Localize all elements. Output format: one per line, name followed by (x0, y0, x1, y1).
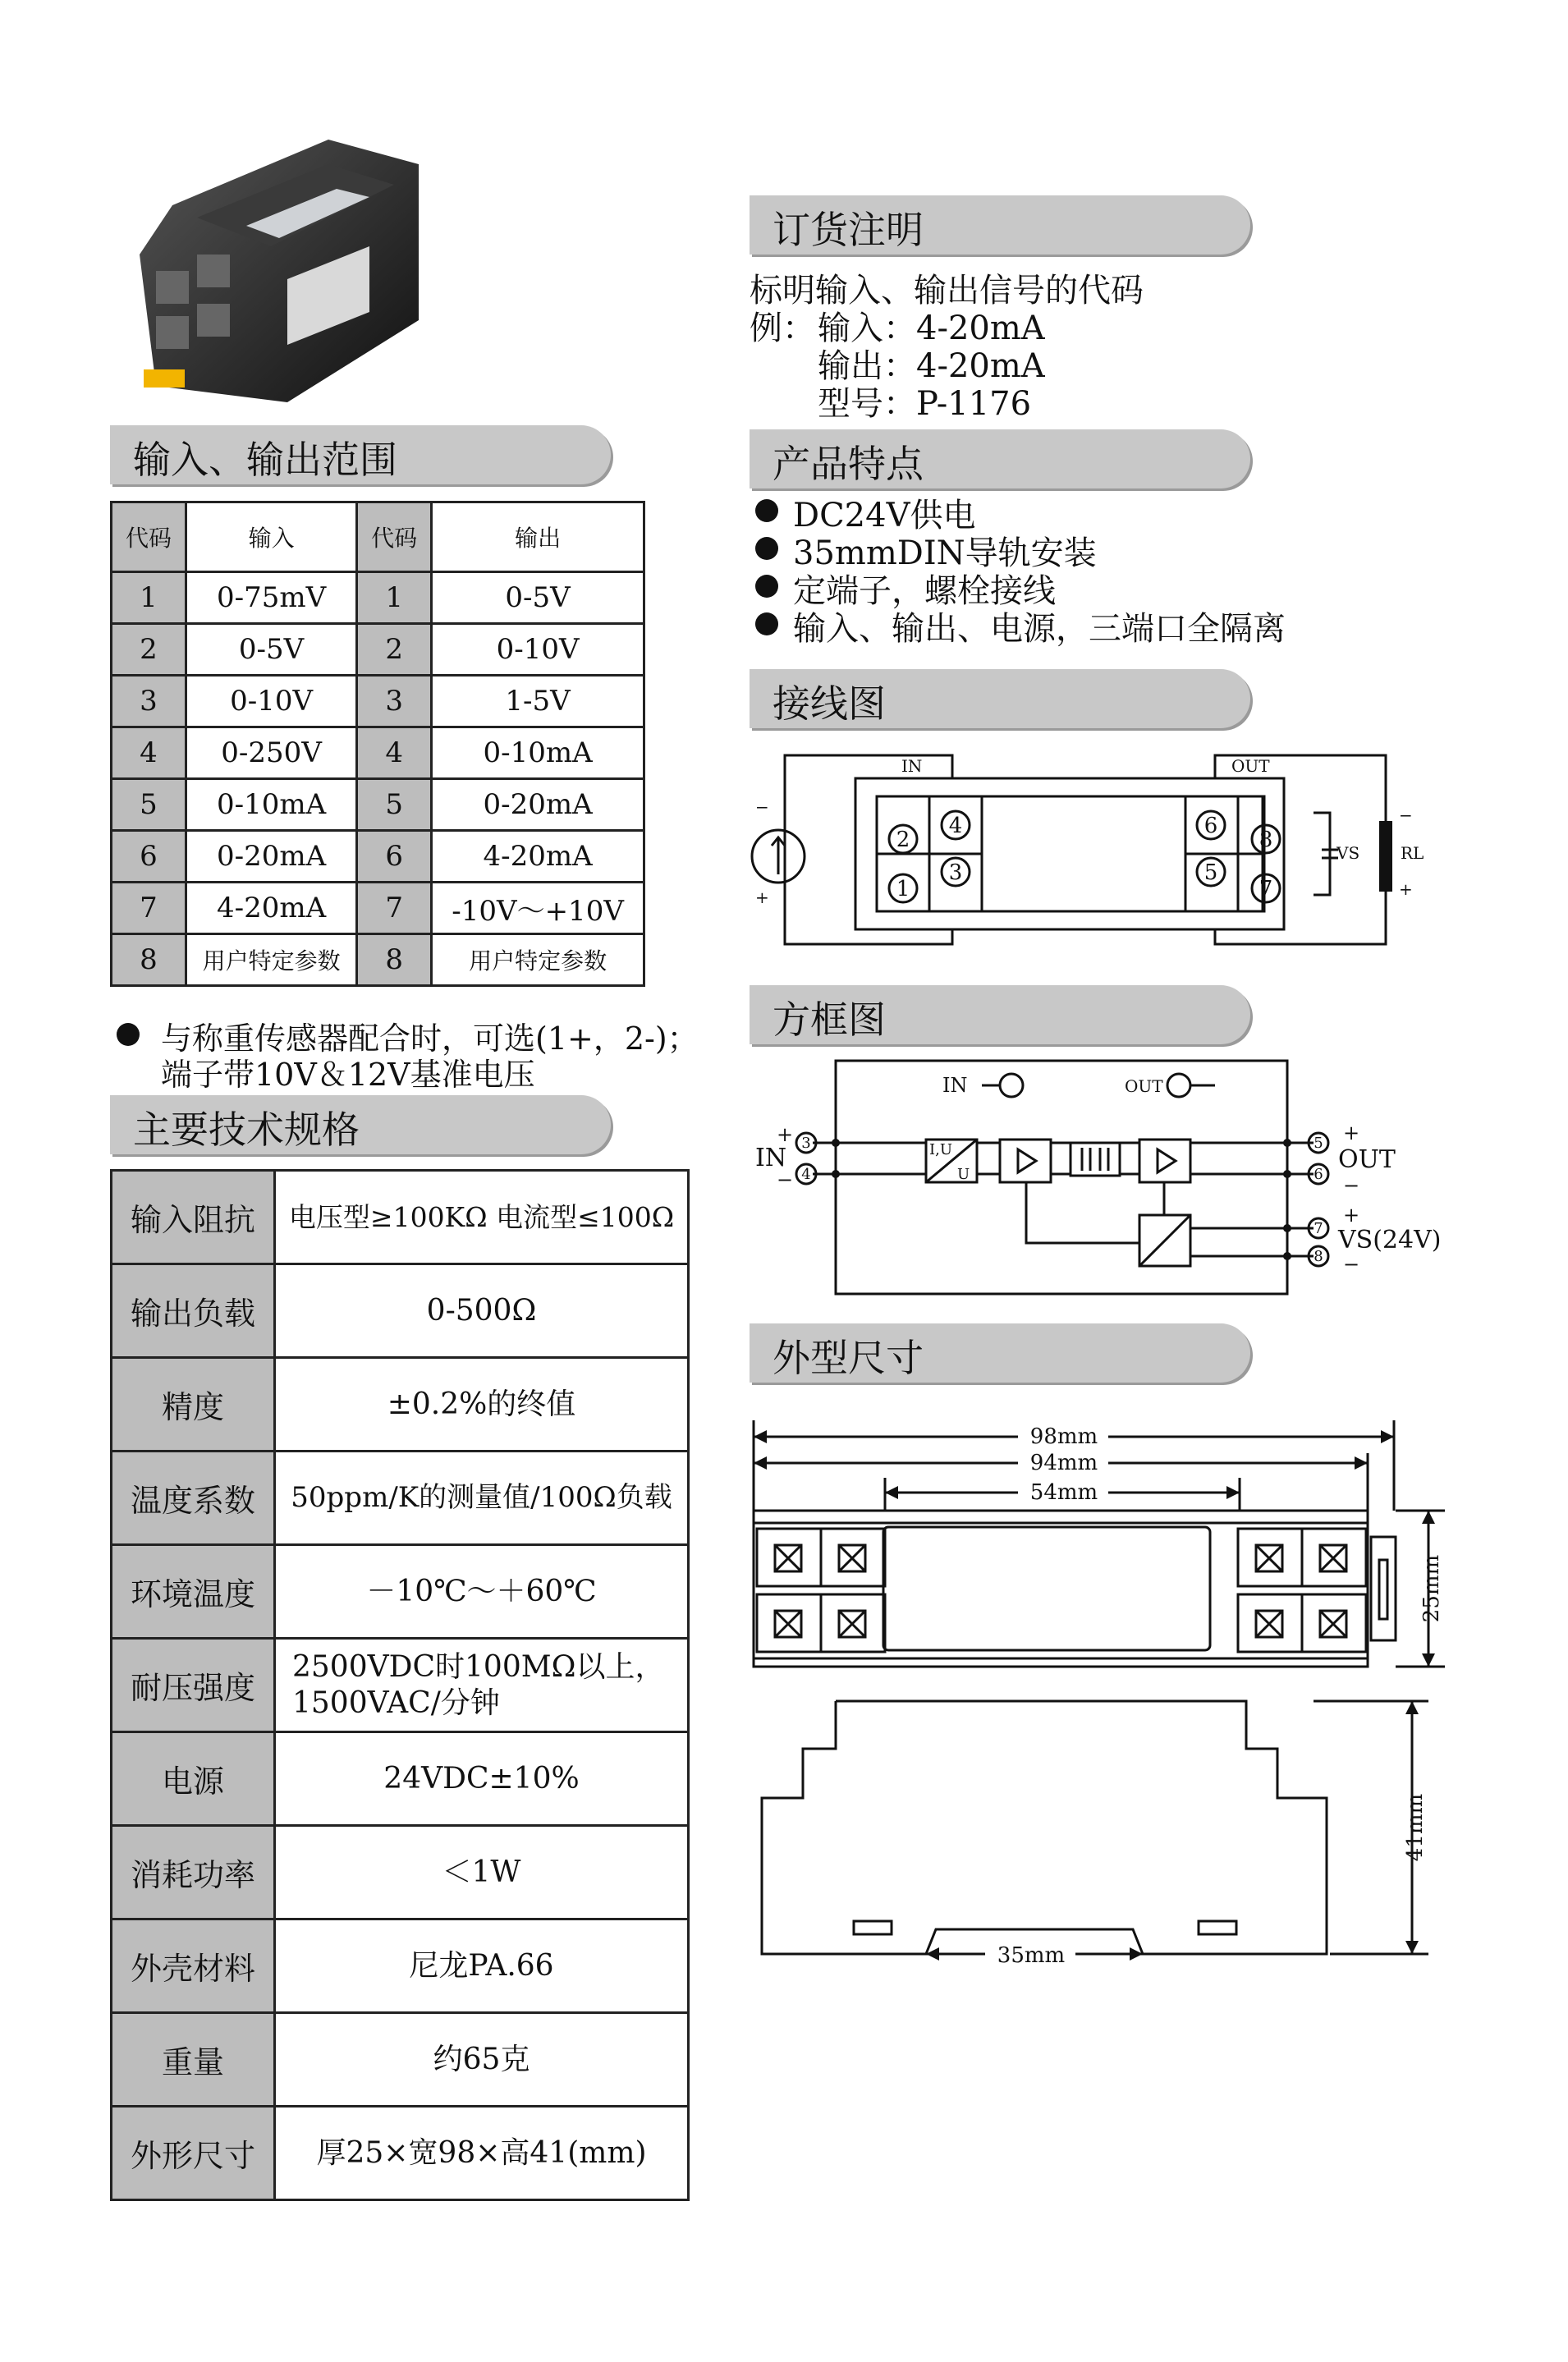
svg-text:+: + (1343, 1204, 1360, 1227)
svg-text:6: 6 (1204, 814, 1218, 838)
header-input: 输入 (186, 502, 357, 572)
section-io-range: 输入、输出范围 (110, 425, 611, 484)
label-rl: RL (1401, 843, 1424, 863)
svg-text:3: 3 (948, 860, 963, 885)
table-row: 电源 24VDC±10% (112, 1732, 689, 1826)
svg-text:I,U: I,U (929, 1141, 953, 1158)
header-code: 代码 (112, 502, 186, 572)
feature-item: 定端子，螺栓接线 (793, 572, 1056, 610)
io-range-table (110, 501, 645, 987)
label-out-top: OUT (1125, 1076, 1163, 1096)
svg-text:4: 4 (801, 1166, 811, 1183)
svg-text:7: 7 (1259, 877, 1273, 901)
table-row: 1 0-75mV 1 0-5V (112, 572, 644, 624)
svg-text:4: 4 (948, 814, 963, 838)
label-out-side: OUT (1338, 1145, 1396, 1174)
section-order-notes: 订货注明 (750, 195, 1250, 255)
table-row: 精度 ±0.2%的终值 (112, 1358, 689, 1452)
label-in-side: IN (755, 1144, 787, 1172)
svg-text:6: 6 (1314, 1166, 1323, 1183)
table-header-row (112, 502, 644, 572)
svg-text:U: U (957, 1166, 970, 1183)
terminal-icons (775, 1545, 1346, 1637)
svg-text:−: − (777, 1168, 794, 1191)
table-row: 6 0-20mA 6 4-20mA (112, 831, 644, 883)
svg-text:3: 3 (801, 1135, 811, 1152)
table-row: 7 4-20mA 7 -10V～+10V (112, 883, 644, 934)
feature-item: 35mmDIN导轨安装 (793, 534, 1097, 572)
io-note-line1: 与称重传感器配合时，可选(1+，2-)； (161, 1020, 699, 1057)
spec-table (110, 1169, 690, 2201)
svg-text:8: 8 (1314, 1248, 1323, 1265)
wiring-diagram (739, 739, 1445, 969)
dim-41: 41mm (1403, 1793, 1428, 1862)
dim-98: 98mm (1029, 1424, 1098, 1449)
order-model: 型号：P-1176 (818, 385, 1032, 423)
spec-voltage-line1: 2500VDC时100MΩ以上， (292, 1650, 665, 1685)
section-main-specs: 主要技术规格 (110, 1095, 611, 1154)
feature-item: DC24V供电 (793, 497, 976, 534)
table-row: 耐压强度 2500VDC时100MΩ以上， 1500VAC/分钟 (112, 1639, 689, 1732)
order-input: 输入：4-20mA (818, 310, 1045, 347)
svg-text:+: + (1399, 879, 1413, 899)
table-row: 输出负载 0-500Ω (112, 1264, 689, 1358)
dim-35: 35mm (997, 1943, 1066, 1968)
section-block: 方框图 (750, 985, 1250, 1044)
label-in-top: IN (942, 1074, 968, 1097)
table-row: 环境温度 －10℃～＋60℃ (112, 1545, 689, 1639)
dim-25: 25mm (1419, 1554, 1444, 1623)
spec-voltage-line2: 1500VAC/分钟 (292, 1686, 500, 1720)
io-note-line2: 端子带10V＆12V基准电压 (161, 1057, 535, 1093)
table-row: 2 0-5V 2 0-10V (112, 624, 644, 676)
block-diagram (739, 1051, 1445, 1305)
feature-item: 输入、输出、电源，三端口全隔离 (793, 610, 1286, 648)
bullet-icon (755, 537, 778, 560)
label-out: OUT (1231, 756, 1270, 776)
table-row: 5 0-10mA 5 0-20mA (112, 779, 644, 831)
header-output: 输出 (432, 502, 644, 572)
svg-text:8: 8 (1259, 828, 1273, 852)
header-code: 代码 (357, 502, 432, 572)
svg-text:−: − (1343, 1174, 1360, 1197)
bullet-icon (117, 1023, 140, 1046)
table-row: 外形尺寸 厚25×宽98×高41(mm) (112, 2107, 689, 2200)
svg-text:2: 2 (896, 828, 910, 852)
svg-text:5: 5 (1204, 860, 1218, 885)
svg-text:−: − (755, 797, 769, 817)
dim-94: 94mm (1029, 1451, 1098, 1475)
order-line1: 标明输入、输出信号的代码 (750, 272, 1144, 310)
section-dimensions: 外型尺寸 (750, 1323, 1250, 1383)
label-vs: VS (1336, 843, 1360, 863)
order-output: 输出：4-20mA (818, 347, 1045, 385)
bullet-icon (755, 499, 778, 522)
svg-text:−: − (1343, 1253, 1360, 1276)
table-row: 温度系数 50ppm/K的测量值/100Ω负载 (112, 1452, 689, 1545)
svg-text:7: 7 (1314, 1220, 1323, 1237)
dim-54: 54mm (1029, 1480, 1098, 1505)
table-row: 消耗功率 ＜1W (112, 1826, 689, 1919)
label-vs-side: VS(24V) (1338, 1226, 1442, 1254)
table-row: 重量 约65克 (112, 2013, 689, 2107)
dimension-drawing (739, 1412, 1461, 1970)
svg-text:−: − (1399, 805, 1413, 825)
svg-text:+: + (1343, 1121, 1360, 1144)
svg-text:+: + (777, 1123, 794, 1146)
bullet-icon (755, 575, 778, 598)
table-row: 外壳材料 尼龙PA.66 (112, 1919, 689, 2013)
product-photo (123, 140, 419, 419)
section-features: 产品特点 (750, 429, 1250, 488)
label-in: IN (901, 756, 923, 776)
order-example-label: 例： (750, 310, 815, 347)
table-row: 8 用户特定参数 8 用户特定参数 (112, 934, 644, 986)
table-row: 输入阻抗 电压型≥100KΩ 电流型≤100Ω (112, 1171, 689, 1264)
svg-text:+: + (755, 887, 769, 907)
load-resistor-icon (1379, 821, 1392, 892)
table-row: 4 0-250V 4 0-10mA (112, 727, 644, 779)
table-row: 3 0-10V 3 1-5V (112, 676, 644, 727)
section-wiring: 接线图 (750, 669, 1250, 728)
bullet-icon (755, 612, 778, 635)
svg-text:5: 5 (1314, 1135, 1323, 1152)
svg-text:1: 1 (896, 877, 910, 901)
